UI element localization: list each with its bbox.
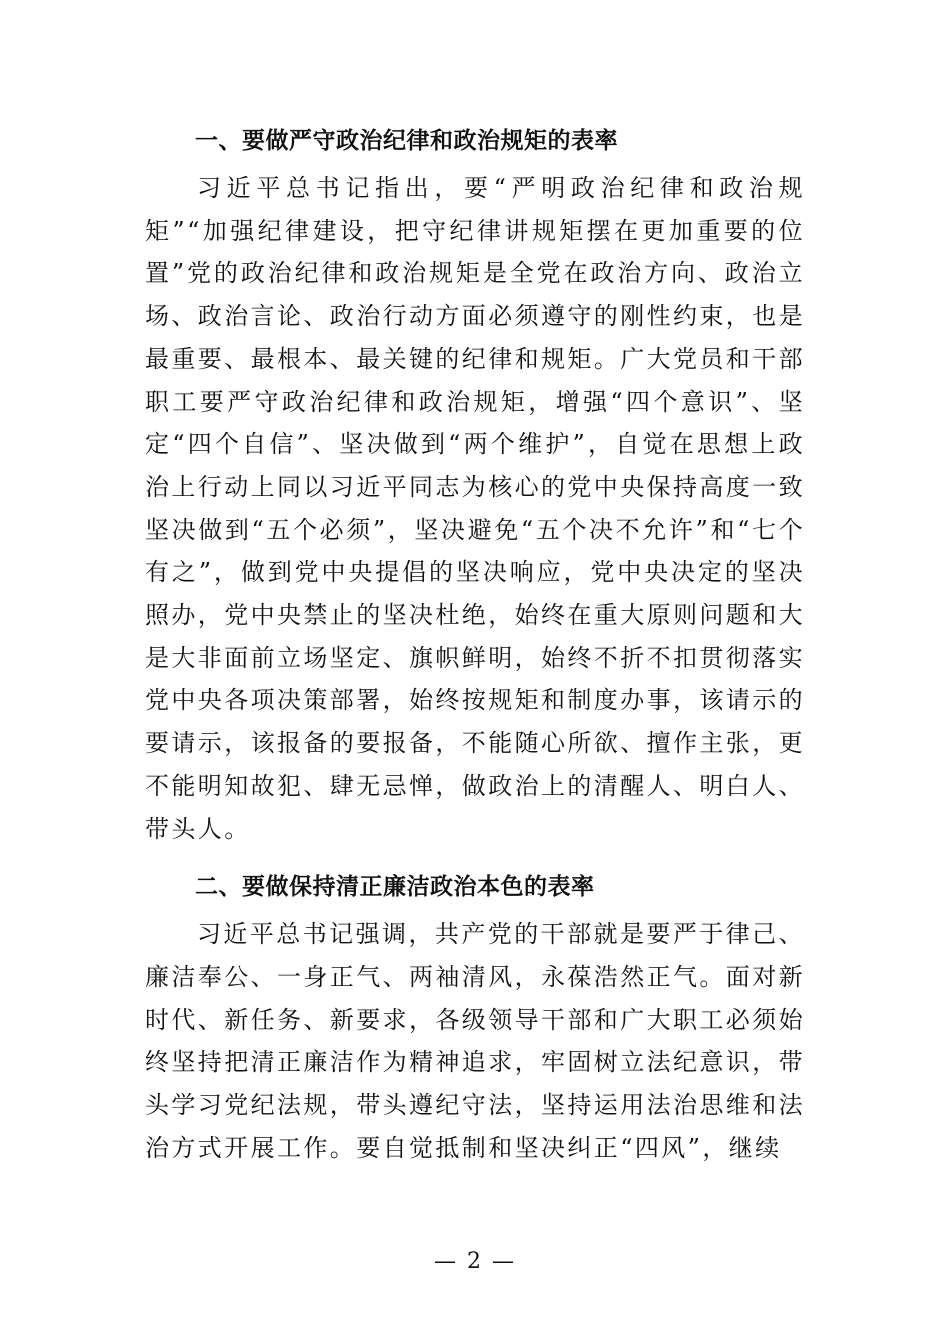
section-paragraph-1: 习近平总书记指出，要“严明政治纪律和政治规矩”“加强纪律建设，把守纪律讲规矩摆在更加重要的位置”党的政治纪律和政治规矩是全党在政治方向、政治立场、政治言论、政治行动方面必须遵守的刚性约束，也是最重要、最根本、最关键的纪律和规矩。广大党员和干部职工要严守政治纪律和政治规矩，增强“四个意识”、坚定“四个自信”、坚决做到“两个维护”，自觉在思想上政治上行动上同以习近平同志为核心的党中央保持高度一致坚决做到“五个必须”，坚决避免“五个决不允许”和“七个有之”，做到党中央提倡的坚决响应，党中央决定的坚决照办，党中央禁止的坚决杜绝，始终在重大原则问题和大是大非面前立场坚定、旗帜鲜明，始终不折不扣贯彻落实党中央各项决策部署，始终按规矩和制度办事，该请示的要请示，该报备的要报备，不能随心所欲、擅作主张，更不能明知故犯、肆无忌惮，做政治上的清醒人、明白人、带头人。: [145, 174, 805, 843]
section-heading-1: 一、要做严守政治纪律和政治规矩的表率: [195, 128, 618, 154]
document-body: [145, 118, 805, 1169]
section-paragraph-2: 习近平总书记强调，共产党的干部就是要严于律己、廉洁奉公、一身正气、两袖清风，永葆浩然正气。面对新时代、新任务、新要求，各级领导干部和广大职工必须始终坚持把清正廉洁作为精神追求，牢固树立法纪意识，带头学习党纪法规，带头遵纪守法，坚持运用法治思维和法治方式开展工作。要自觉抵制和坚决纠正“四风”，继续: [145, 920, 805, 1162]
section-heading-2: 二、要做保持清正廉洁政治本色的表率: [195, 874, 595, 901]
page-number: — 2 —: [434, 1249, 516, 1274]
